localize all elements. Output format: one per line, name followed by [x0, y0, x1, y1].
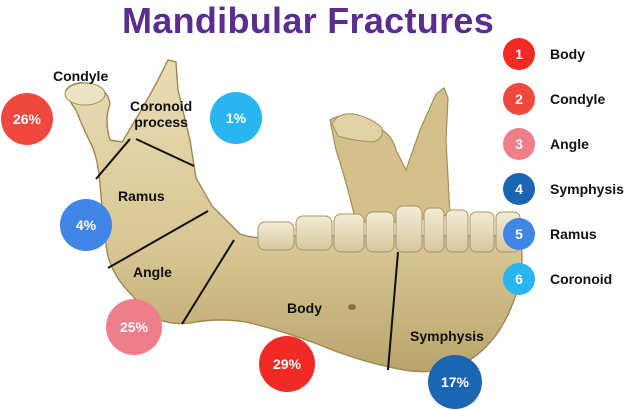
- legend-item-angle: [503, 128, 635, 164]
- tooth: [296, 216, 332, 250]
- page-title: Mandibular Fractures: [121, 0, 495, 41]
- badge-coronoid-percent: 1%: [210, 92, 262, 144]
- teeth: [258, 206, 520, 252]
- label-angle: Angle: [133, 264, 172, 280]
- label-coronoid-process: [130, 98, 192, 130]
- tooth: [470, 212, 494, 252]
- tooth: [258, 222, 294, 250]
- badge-body-percent: 29%: [259, 336, 315, 392]
- legend-number: 3: [503, 128, 535, 160]
- legend-item-coronoid: [503, 263, 635, 299]
- badge-angle-percent: 25%: [106, 299, 162, 355]
- far-ramus-shape: [330, 88, 450, 222]
- label-coronoid-line2: process: [134, 114, 188, 130]
- legend-label: Coronoid: [550, 271, 613, 287]
- legend-number: 5: [503, 218, 535, 250]
- label-body: Body: [287, 300, 322, 316]
- label-ramus: Ramus: [118, 188, 165, 204]
- label-condyle: Condyle: [53, 68, 109, 84]
- legend-number: 4: [503, 173, 535, 205]
- legend-label: Angle: [550, 136, 589, 152]
- label-symphysis: Symphysis: [410, 328, 484, 344]
- badge-symphysis-percent: 17%: [428, 355, 482, 409]
- tooth: [446, 210, 468, 252]
- label-coronoid-line1: Coronoid: [130, 98, 193, 114]
- condyle-head: [65, 83, 105, 105]
- tooth: [334, 214, 364, 252]
- legend-label: Symphysis: [550, 181, 624, 197]
- tooth: [424, 208, 444, 252]
- legend-item-body: [503, 38, 635, 74]
- tooth: [366, 212, 394, 252]
- legend-number: 6: [503, 263, 535, 295]
- legend-item-condyle: [503, 83, 635, 119]
- legend-item-ramus: [503, 218, 635, 254]
- legend-label: Condyle: [550, 91, 606, 107]
- legend-label: Ramus: [550, 226, 597, 242]
- legend-label: Body: [550, 46, 585, 62]
- legend-item-symphysis: [503, 173, 635, 209]
- tooth: [396, 206, 422, 252]
- legend-number: 2: [503, 83, 535, 115]
- legend-number: 1: [503, 38, 535, 70]
- badge-ramus-percent: 4%: [60, 199, 112, 251]
- badge-condyle-percent: 26%: [1, 93, 53, 145]
- mental-foramen: [348, 304, 356, 310]
